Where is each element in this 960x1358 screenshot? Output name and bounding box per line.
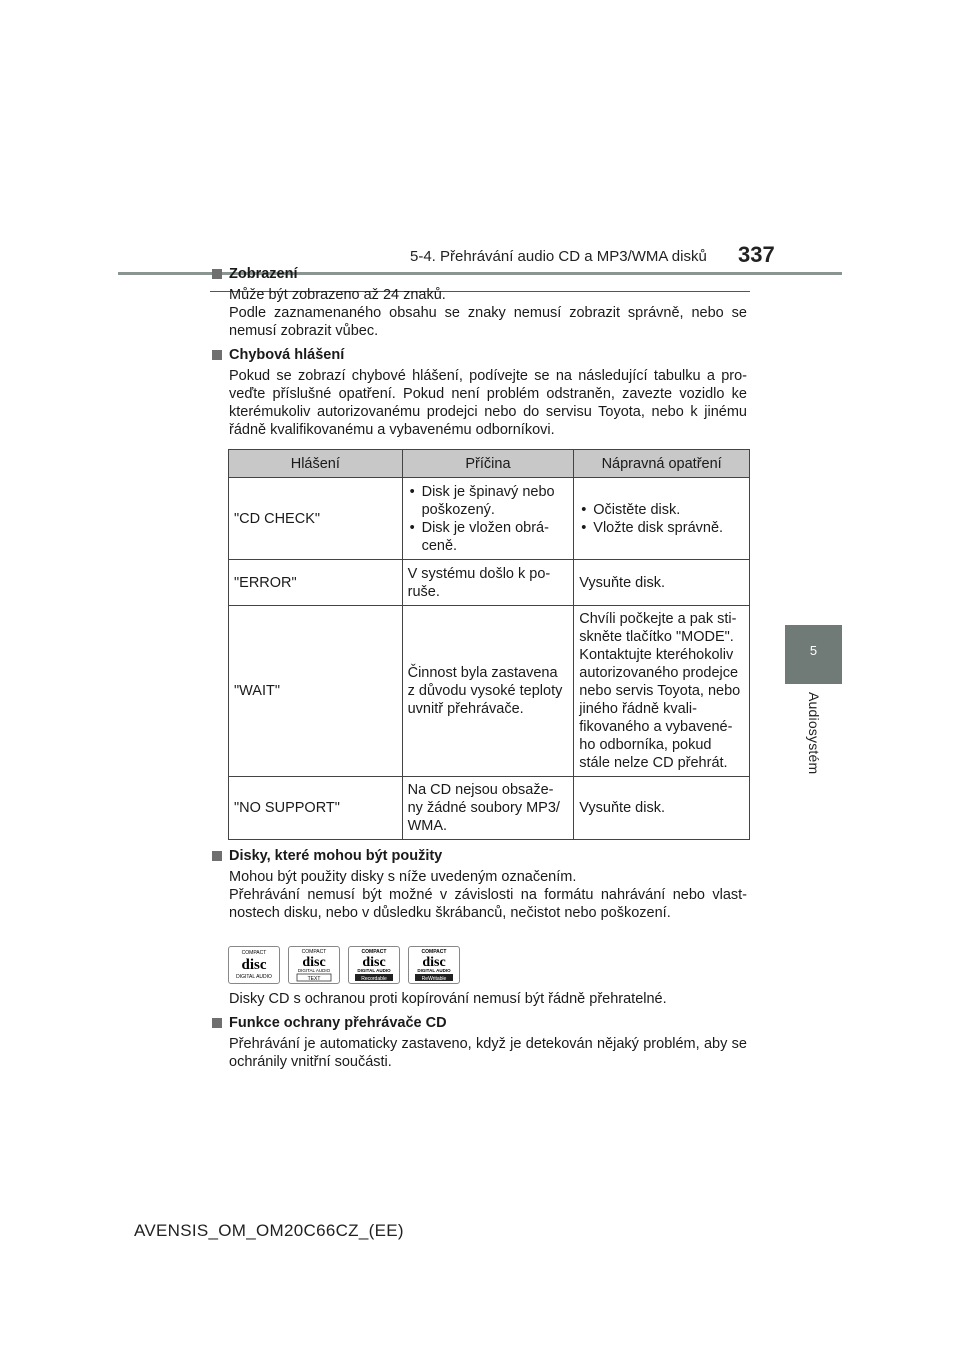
section-protection bbox=[212, 1014, 747, 1071]
message-cell: "CD CHECK" bbox=[229, 478, 403, 560]
message-cell: "ERROR" bbox=[229, 560, 403, 606]
paragraph: Mohou být použity disky s níže uvedeným označením. bbox=[229, 869, 577, 885]
svg-text:DIGITAL AUDIO: DIGITAL AUDIO bbox=[417, 968, 451, 973]
svg-text:disc: disc bbox=[362, 955, 386, 970]
remedy-cell bbox=[574, 478, 750, 560]
svg-text:ReWritable: ReWritable bbox=[421, 976, 447, 982]
svg-text:Recordable: Recordable bbox=[361, 976, 387, 982]
svg-text:DIGITAL AUDIO: DIGITAL AUDIO bbox=[236, 974, 272, 980]
compact-disc-text-logo bbox=[288, 946, 340, 984]
square-bullet-icon bbox=[212, 350, 222, 360]
svg-text:disc: disc bbox=[302, 955, 326, 970]
cause-cell: V systému došlo k po- ruše. bbox=[402, 560, 574, 606]
column-header: Hlášení bbox=[229, 450, 403, 478]
svg-text:disc: disc bbox=[241, 957, 267, 973]
square-bullet-icon bbox=[212, 1018, 222, 1028]
section-heading: Funkce ochrany přehrávače CD bbox=[212, 1014, 747, 1032]
chapter-number: 5 bbox=[809, 643, 818, 658]
paragraph: Přehrávání je automaticky zastaveno, když je detekován nějaký problém, aby se ochránily vnitřní součásti. bbox=[229, 1036, 747, 1070]
section-heading: Zobrazení bbox=[212, 265, 747, 283]
paragraph: Pokud se zobrazí chybové hlášení, podívejte se na následující tabulku a pro- veďte příslušné opatření. Pokud není problém odstraněn, zavezte vozidlo ke kterémukoliv autorizovanému prodejci nebo do servisu Toyota, nebo k jinému řádně kvalifikovanému a vybavenému odborníkovi. bbox=[229, 368, 747, 438]
compact-disc-recordable-logo bbox=[348, 946, 400, 984]
list-item: • Disk je špinavý nebo poškozený. bbox=[408, 483, 569, 519]
remedy-cell: Vysuňte disk. bbox=[574, 777, 750, 840]
square-bullet-icon bbox=[212, 269, 222, 279]
cause-cell: Činnost byla zastavena z důvodu vysoké teploty uvnitř přehrávače. bbox=[402, 606, 574, 777]
svg-text:COMPACT: COMPACT bbox=[361, 949, 387, 955]
table-row bbox=[229, 560, 750, 606]
table-row bbox=[229, 478, 750, 560]
section-discs bbox=[212, 847, 747, 922]
remedy-cell: Vysuňte disk. bbox=[574, 560, 750, 606]
chapter-label: Audiosystém bbox=[806, 692, 822, 775]
paragraph: Může být zobrazeno až 24 znaků. bbox=[229, 287, 446, 303]
list-item: • Vložte disk správně. bbox=[579, 519, 744, 537]
section-heading: Disky, které mohou být použity bbox=[212, 847, 747, 865]
svg-text:COMPACT: COMPACT bbox=[301, 949, 327, 955]
table-row bbox=[229, 606, 750, 777]
square-bullet-icon bbox=[212, 851, 222, 861]
cause-cell bbox=[402, 478, 574, 560]
section-heading: Chybová hlášení bbox=[212, 346, 747, 364]
compact-disc-logo bbox=[228, 946, 280, 984]
compact-disc-rewritable-logo bbox=[408, 946, 460, 984]
disc-logos bbox=[228, 946, 460, 984]
page-number: 337 bbox=[738, 242, 775, 267]
message-cell: "NO SUPPORT" bbox=[229, 777, 403, 840]
list-item: • Očistěte disk. bbox=[579, 501, 744, 519]
paragraph: Podle zaznamenaného obsahu se znaky nemusí zobrazit správně, nebo se nemusí zobrazit vůbec. bbox=[229, 305, 747, 339]
remedy-cell: Chvíli počkejte a pak sti- skněte tlačítko "MODE". Kontaktujte kteréhokoliv autorizovaného prodejce nebo servis Toyota, nebo jiného řádně kvali- fikovaného a vybavené- ho odborníka, pokud stále nelze CD přehrát. bbox=[574, 606, 750, 777]
footer-code: AVENSIS_OM_OM20C66CZ_(EE) bbox=[134, 1221, 404, 1240]
svg-text:COMPACT: COMPACT bbox=[421, 949, 447, 955]
section-errors bbox=[212, 346, 747, 439]
column-header: Příčina bbox=[402, 450, 574, 478]
paragraph: Přehrávání nemusí být možné v závislosti na formátu nahrávání nebo vlast- nostech disku, nebo v důsledku škrábanců, nečistot nebo poškození. bbox=[229, 887, 747, 921]
error-table bbox=[228, 449, 750, 840]
svg-text:TEXT: TEXT bbox=[307, 976, 321, 982]
svg-text:DIGITAL AUDIO: DIGITAL AUDIO bbox=[357, 968, 391, 973]
section-display bbox=[212, 265, 747, 340]
cause-cell: Na CD nejsou obsaže- ny žádné soubory MP3/ WMA. bbox=[402, 777, 574, 840]
table-header-row bbox=[229, 450, 750, 478]
message-cell: "WAIT" bbox=[229, 606, 403, 777]
svg-text:disc: disc bbox=[422, 955, 446, 970]
paragraph: Disky CD s ochranou proti kopírování nemusí být řádně přehratelné. bbox=[229, 991, 667, 1007]
header-title: 5-4. Přehrávání audio CD a MP3/WMA disků bbox=[410, 248, 707, 265]
column-header: Nápravná opatření bbox=[574, 450, 750, 478]
svg-text:COMPACT: COMPACT bbox=[241, 950, 267, 956]
list-item: • Disk je vložen obrá- ceně. bbox=[408, 519, 569, 555]
svg-text:DIGITAL AUDIO: DIGITAL AUDIO bbox=[297, 968, 331, 973]
section-discs-note bbox=[212, 990, 747, 1008]
table-row bbox=[229, 777, 750, 840]
